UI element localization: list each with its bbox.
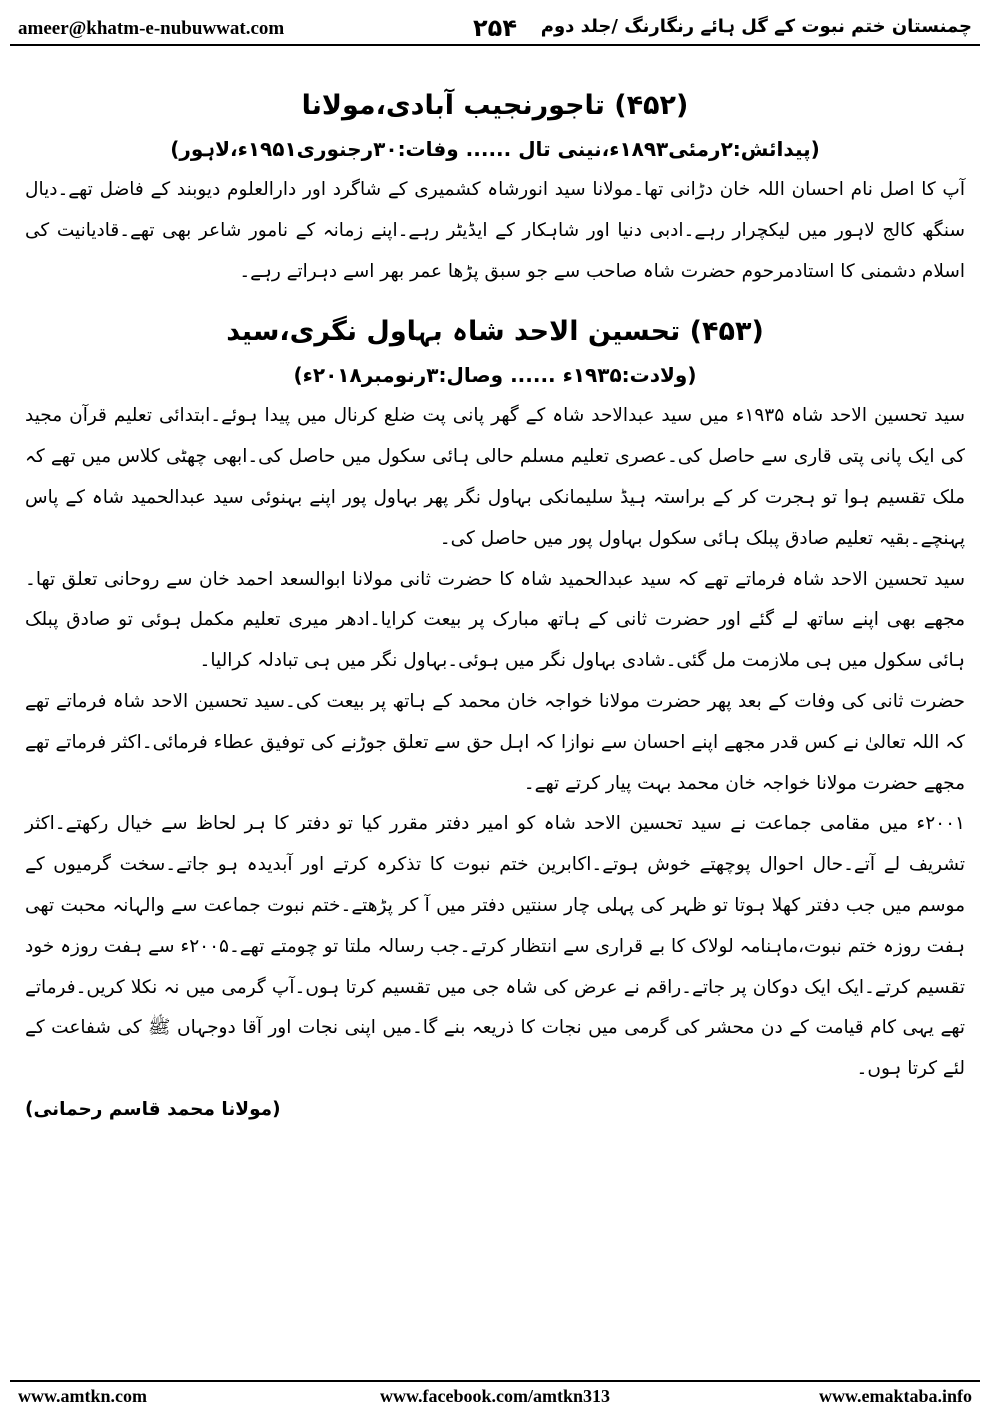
section-heading-452: (۴۵۲) تاجورنجیب آبادی،مولانا xyxy=(301,90,689,121)
page-number: ۲۵۴ xyxy=(473,14,517,42)
header-divider xyxy=(10,44,980,46)
book-title: چمنستان ختم نبوت کے گل ہائے رنگارنگ /جلد دوم xyxy=(540,16,972,37)
page-content xyxy=(25,84,965,1120)
author-signature: (مولانا محمد قاسم رحمانی) xyxy=(25,1098,281,1120)
section-dates-452: (پیدائش:۲رمئی۱۸۹۳ء،نینی تال ...... وفات:۳۰رجنوری۱۹۵۱ء،لاہور) xyxy=(170,137,820,161)
header-email: ameer@khatm-e-nubuwwat.com xyxy=(18,18,285,39)
footer-divider xyxy=(10,1380,980,1382)
footer-link-amtkn[interactable]: www.amtkn.com xyxy=(18,1386,147,1406)
section-heading-453: (۴۵۳) تحسین الاحد شاہ بہاول نگری،سید xyxy=(226,316,764,348)
paragraph: حضرت ثانی کی وفات کے بعد پھر حضرت مولانا خواجہ خان محمد کے ہاتھ پر بیعت کی۔سید تحسین الاحد شاہ فرماتے تھے کہ اللہ تعالیٰ نے کس قدر مجھے اپنے احسان سے نوازا کہ اہل حق سے تعلق جوڑنے کی توفیق عطاء فرمائی۔اکثر فرماتے تھے مجھے حضرت مولانا خواجہ خان محمد بہت پیار کرتے تھے۔ xyxy=(25,690,965,794)
paragraph: سید تحسین الاحد شاہ ۱۹۳۵ء میں سید عبدالاحد شاہ کے گھر پانی پت ضلع کرنال میں پیدا ہوئے۔ابتدائی تعلیم قرآن مجید کی ایک پانی پتی قاری سے حاصل کی۔عصری تعلیم مسلم حالی ہائی سکول میں حاصل کی۔ابھی چھٹی کلاس میں تھے کہ ملک تقسیم ہوا تو ہجرت کر کے براستہ ہیڈ سلیمانکی بہاول نگر پھر بہاول پور اپنے بہنوئی سید عبدالحمید شاہ کے پاس پہنچے۔بقیہ تعلیم صادق پبلک ہائی سکول بہاول پور میں حاصل کی۔ xyxy=(25,405,965,549)
footer-link-facebook[interactable]: www.facebook.com/amtkn313 xyxy=(380,1386,610,1406)
section-dates-453: (ولادت:۱۹۳۵ء ...... وصال:۳رنومبر۲۰۱۸ء) xyxy=(293,363,697,388)
page-header xyxy=(10,12,980,46)
footer-link-emaktaba[interactable]: www.emaktaba.info xyxy=(818,1386,972,1406)
page-footer xyxy=(10,1386,980,1410)
paragraph: سید تحسین الاحد شاہ فرماتے تھے کہ سید عبدالحمید شاہ کا حضرت ثانی مولانا ابوالسعد احمد خان سے روحانی تعلق تھا۔مجھے بھی اپنے ساتھ لے گئے اور حضرت ثانی کے ہاتھ مبارک پر بیعت کرایا۔ادھر میری تعلیم مکمل ہوئی تو صادق پبلک ہائی سکول میں ہی ملازمت مل گئی۔شادی بہاول نگر میں ہوئی۔بہاول نگر میں ہی تبادلہ کرالیا۔ xyxy=(25,568,965,672)
paragraph: ۲۰۰۱ء میں مقامی جماعت نے سید تحسین الاحد شاہ کو امیر دفتر مقرر کیا تو دفتر کا ہر لحاظ سے خیال رکھتے۔اکثر تشریف لے آتے۔حال احوال پوچھتے خوش ہوتے۔اکابرین ختم نبوت کا تذکرہ کرتے اور آبدیدہ ہو جاتے۔سخت گرمیوں کے موسم میں جب دفتر کھلا ہوتا تو ظہر کی پہلی چار سنتیں دفتر میں آ کر پڑھتے۔ختم نبوت جماعت سے والہانہ محبت تھی ہفت روزہ ختم نبوت،ماہنامہ لولاک کا بے قراری سے انتظار کرتے۔جب رسالہ ملتا تو چومتے تھے۔۲۰۰۵ء سے ہفت روزہ خود تقسیم کرتے۔ایک ایک دوکان پر جاتے۔راقم نے عرض کی شاہ جی میں تقسیم کرتا ہوں۔آپ گرمی میں نہ نکلا کریں۔فرماتے تھے یہی کام قیامت کے دن محشر کی گرمی میں نجات کا ذریعہ بنے گا۔میں اپنی نجات اور آقا دوجہاں ﷺ کی شفاعت کے لئے کرتا ہوں۔ xyxy=(25,813,965,1080)
paragraph: آپ کا اصل نام احسان اللہ خان دڑانی تھا۔مولانا سید انورشاہ کشمیری کے شاگرد اور دارالعلوم دیوبند کے فاضل تھے۔دیال سنگھ کالج لاہور میں لیکچرار رہے۔ادبی دنیا اور شاہکار کے ایڈیٹر رہے۔اپنے زمانہ کے نامور شاعر بھی تھے۔قادیانیت کی اسلام دشمنی کا استادمرحوم حضرت شاہ صاحب سے جو سبق پڑھا عمر بھر اسے دہراتے رہے۔ xyxy=(25,179,965,282)
